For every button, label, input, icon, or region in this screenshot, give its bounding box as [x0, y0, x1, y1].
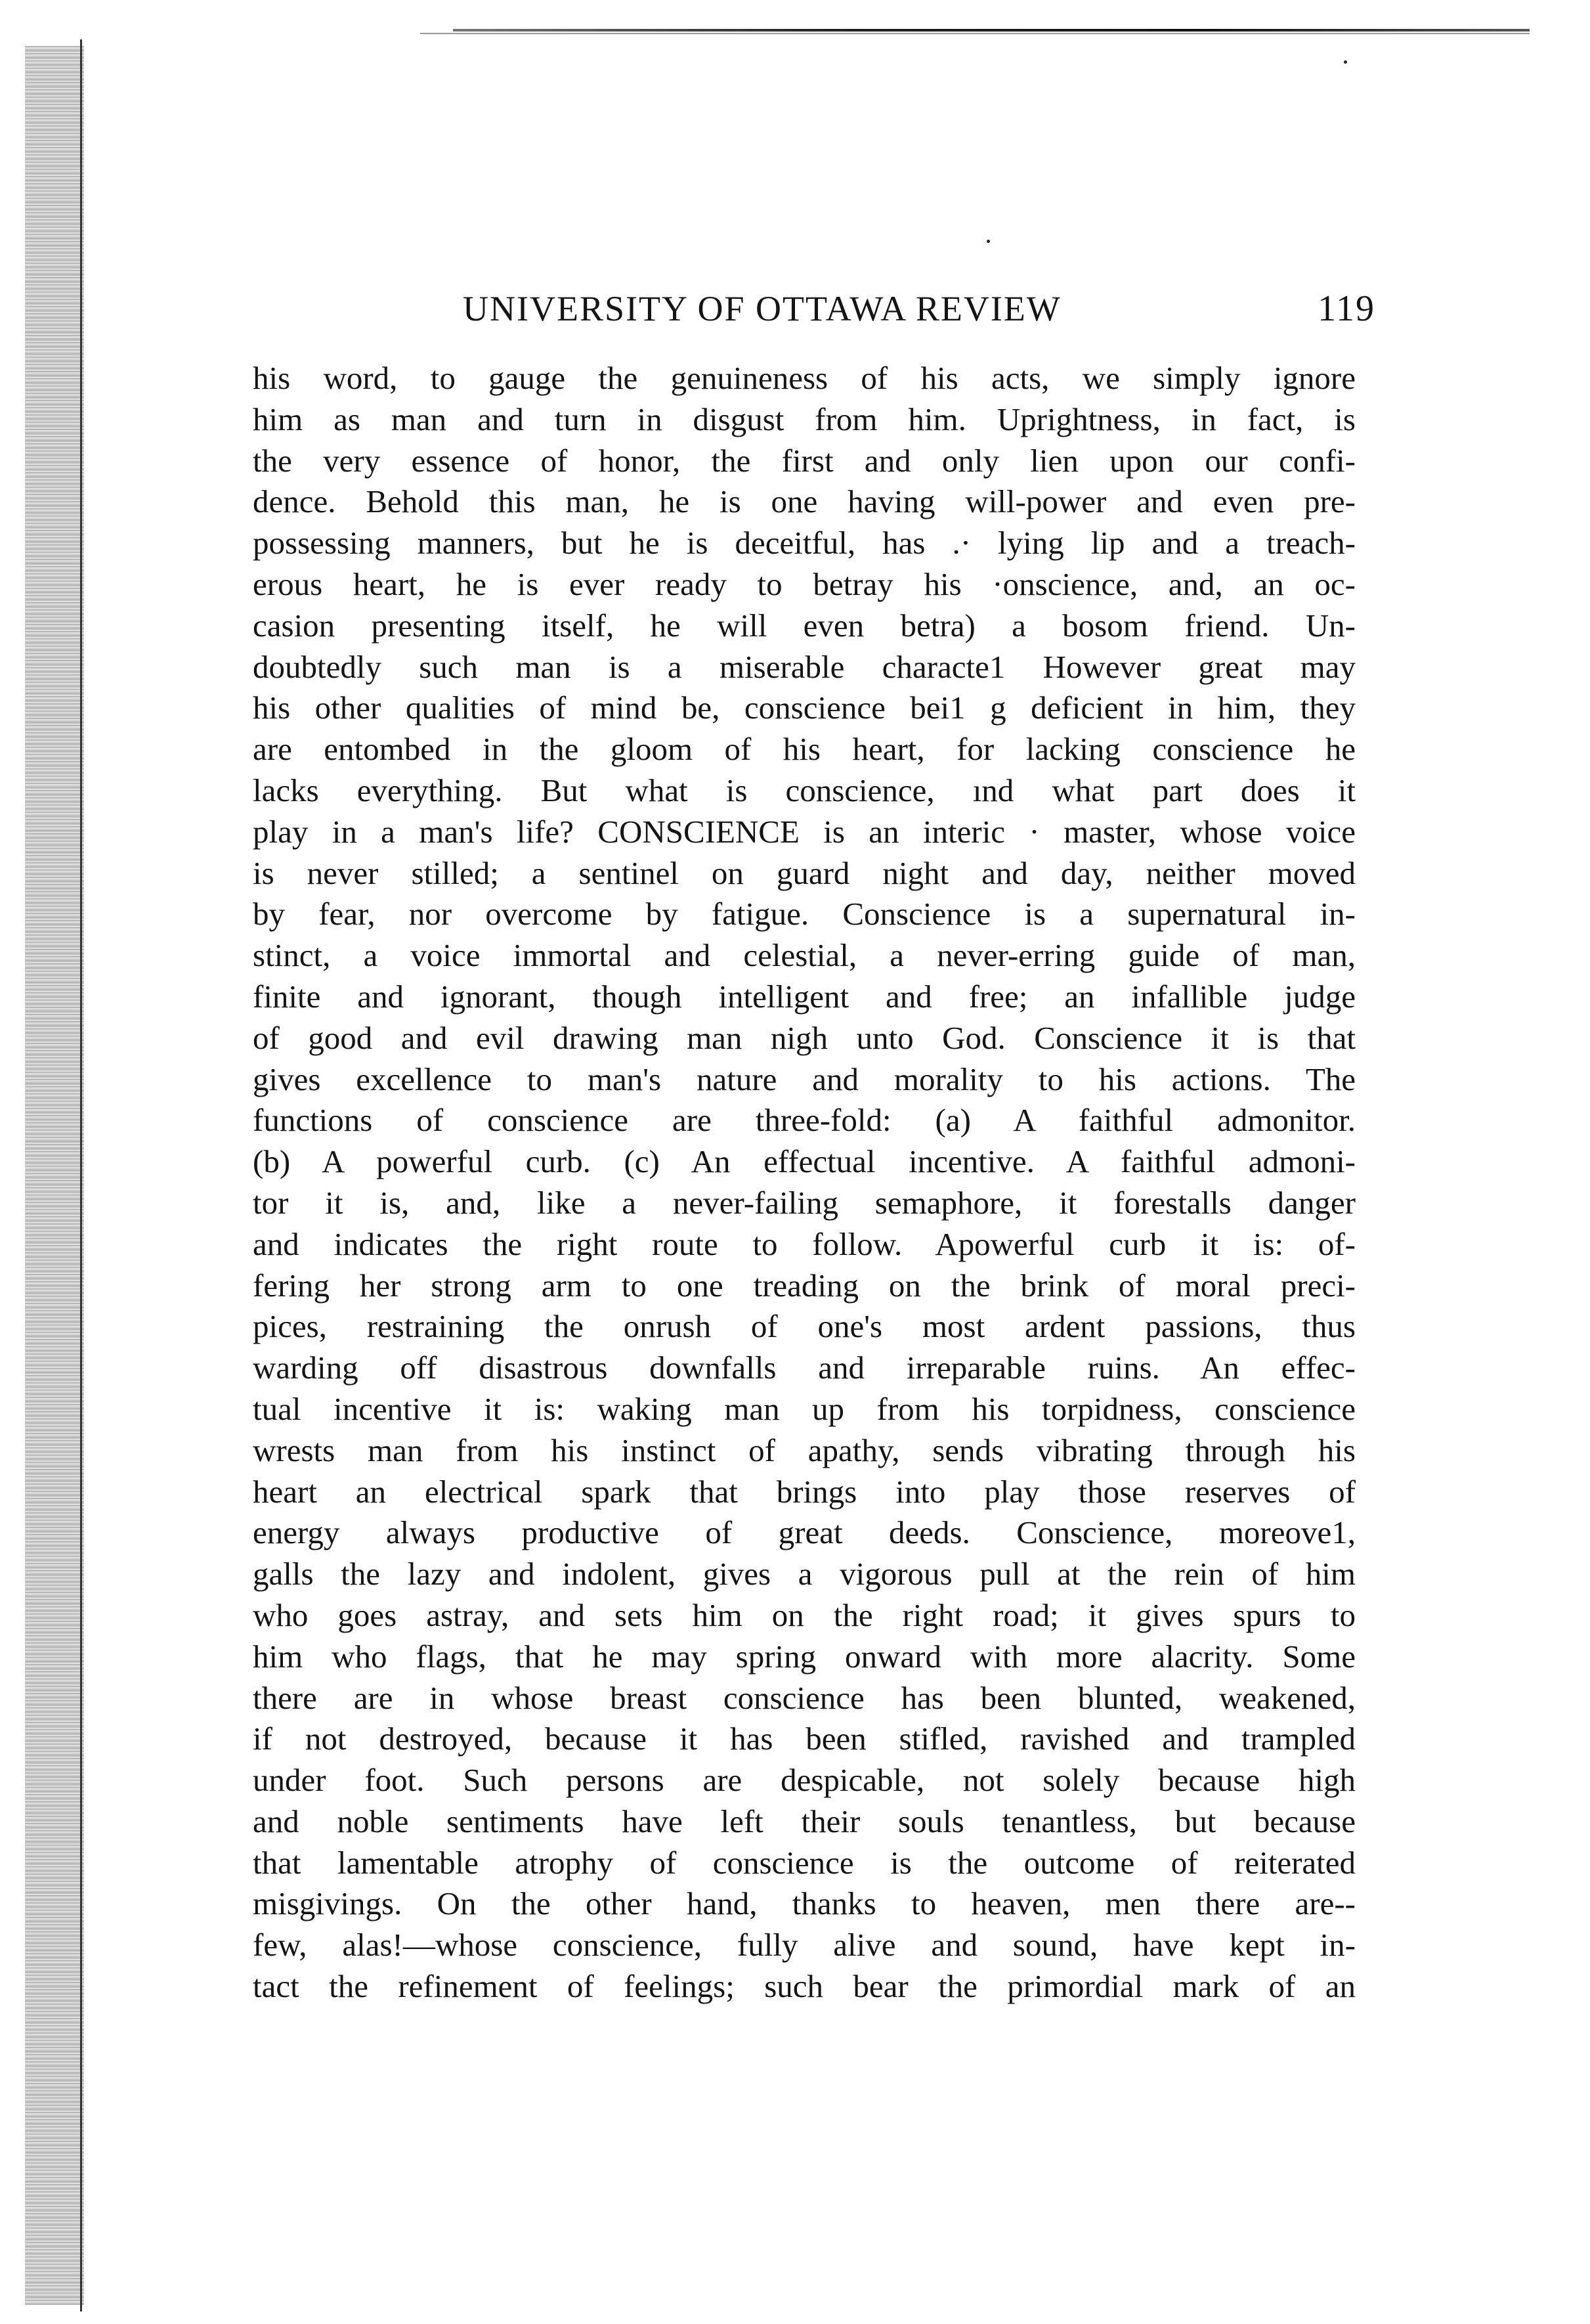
text-line: possessing manners, but he is deceitful, has .· lying lip and a treach- — [253, 525, 1356, 561]
text-line: energy always productive of great deeds. Conscience, moreove1, — [253, 1514, 1356, 1551]
text-line: there are in whose breast conscience has been blunted, weakened, — [253, 1679, 1356, 1716]
text-line: tual incentive it is: waking man up from his torpidness, conscience — [253, 1390, 1356, 1427]
text-line: tor it is, and, like a never-failing semaphore, it forestalls danger — [253, 1184, 1356, 1221]
text-line: are entombed in the gloom of his heart, for lacking conscience he — [253, 731, 1356, 768]
running-title: UNIVERSITY OF OTTAWA REVIEW — [463, 289, 1062, 328]
text-line: his word, to gauge the genuineness of his acts, we simply ignore — [253, 360, 1356, 396]
text-line: dence. Behold this man, he is one having will-power and even pre- — [253, 483, 1356, 520]
text-line: play in a man's life? CONSCIENCE is an interic · master, whose voice — [253, 813, 1356, 850]
top-rule — [453, 29, 1530, 32]
text-line: galls the lazy and indolent, gives a vigorous pull at the rein of him — [253, 1556, 1356, 1592]
text-line: that lamentable atrophy of conscience is the outcome of reiterated — [253, 1844, 1356, 1881]
text-line: him who flags, that he may spring onward with more alacrity. Some — [253, 1638, 1356, 1675]
text-line: fering her strong arm to one treading on the brink of moral preci- — [253, 1267, 1356, 1304]
binding-edge-line — [80, 39, 82, 2312]
scan-speck — [987, 240, 990, 243]
text-line: if not destroyed, because it has been stifled, ravished and trampled — [253, 1721, 1356, 1757]
text-line: under foot. Such persons are despicable, not solely because high — [253, 1762, 1356, 1799]
binding-edge-artifact — [25, 46, 84, 2305]
text-line: the very essence of honor, the first and only lien upon our confi- — [253, 442, 1356, 479]
text-line: and noble sentiments have left their souls tenantless, but because — [253, 1803, 1356, 1839]
text-line: of good and evil drawing man nigh unto God. Conscience it is that — [253, 1019, 1356, 1056]
text-line: stinct, a voice immortal and celestial, a never-erring guide of man, — [253, 937, 1356, 974]
text-line: doubtedly such man is a miserable characte1 However great may — [253, 648, 1356, 685]
body-text — [253, 358, 1356, 2007]
text-line: (b) A powerful curb. (c) An effectual incentive. A faithful admoni- — [253, 1143, 1356, 1180]
text-line: by fear, nor overcome by fatigue. Conscience is a supernatural in- — [253, 896, 1356, 932]
text-line: functions of conscience are three-fold: (a) A faithful admonitor. — [253, 1102, 1356, 1139]
text-line: finite and ignorant, though intelligent and free; an infallible judge — [253, 978, 1356, 1015]
text-line: tact the refinement of feelings; such bear the primordial mark of an — [253, 1968, 1356, 2005]
page-number: 119 — [1318, 288, 1375, 329]
scan-speck — [1344, 60, 1347, 64]
text-line: erous heart, he is ever ready to betray his ·onscience, and, an oc- — [253, 565, 1356, 602]
text-line: warding off disastrous downfalls and irreparable ruins. An effec- — [253, 1349, 1356, 1386]
text-line: casion presenting itself, he will even betra) a bosom friend. Un- — [253, 607, 1356, 644]
text-line: few, alas!—whose conscience, fully alive and sound, have kept in- — [253, 1927, 1356, 1963]
text-line: heart an electrical spark that brings into play those reserves of — [253, 1473, 1356, 1510]
text-line: misgivings. On the other hand, thanks to heaven, men there are-- — [253, 1885, 1356, 1922]
text-line: him as man and turn in disgust from him. Uprightness, in fact, is — [253, 401, 1356, 437]
running-head — [463, 282, 1375, 335]
text-line: wrests man from his instinct of apathy, sends vibrating through his — [253, 1432, 1356, 1468]
top-rule-shadow — [420, 33, 1530, 34]
text-line: pices, restraining the onrush of one's most ardent passions, thus — [253, 1308, 1356, 1345]
text-line: and indicates the right route to follow. Apowerful curb it is: of- — [253, 1225, 1356, 1262]
text-line: gives excellence to man's nature and morality to his actions. The — [253, 1061, 1356, 1097]
text-line: who goes astray, and sets him on the right road; it gives spurs to — [253, 1596, 1356, 1633]
text-line: is never stilled; a sentinel on guard night and day, neither moved — [253, 854, 1356, 891]
text-line: lacks everything. But what is conscience, ınd what part does it — [253, 772, 1356, 808]
text-line: his other qualities of mind be, conscience bei1 g deficient in him, they — [253, 690, 1356, 726]
